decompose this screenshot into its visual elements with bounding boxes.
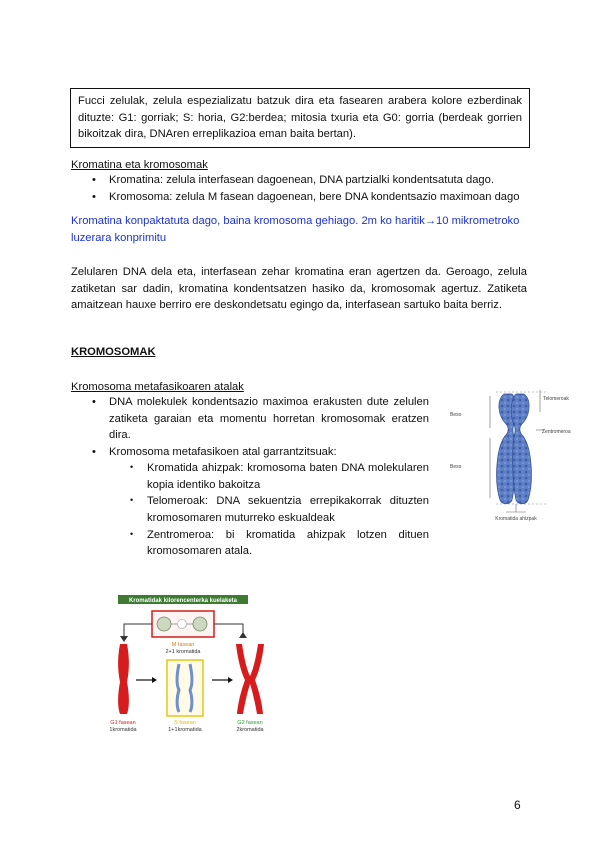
centromere-label: Zentromeroa <box>542 429 571 435</box>
sub-list-item: • Kromatida ahizpak: kromosoma baten DNA molekularen kopia identiko bakoitza <box>147 460 429 493</box>
g2-sub: 2kromatida <box>236 727 264 733</box>
kromatina-heading: Kromatina eta kromosomak <box>71 159 208 171</box>
chromatid-right <box>511 394 531 504</box>
metafase-list <box>71 394 429 560</box>
sub-list-item: • Zentromeroa: bi kromatida ahizpak lotzen dituen kromosomaren atala. <box>147 527 429 560</box>
s-sub: 1+1kromatida <box>168 727 202 733</box>
arm-q-label: Beso <box>450 464 462 470</box>
main-heading: KROMOSOMAK <box>71 346 156 358</box>
arm-p-label: Beso <box>450 412 462 418</box>
kromatina-list <box>71 172 519 205</box>
m-phase-sub: 2+1 kromatida <box>165 649 201 655</box>
list-item-text: Kromosoma metafasikoen atal garrantzitsuak: <box>109 445 337 458</box>
list-item: • Kromatina: zelula interfasean dagoenean, DNA partzialki kondentsatuta dago. <box>109 172 519 189</box>
g1-chromatid <box>118 644 129 714</box>
page-number: 6 <box>514 798 521 812</box>
metafase-heading: Kromosoma metafasikoaren atalak <box>71 381 244 393</box>
list-item <box>109 444 429 560</box>
g2-chromosome <box>236 644 264 714</box>
intro-box-text: Fucci zelulak, zelula espezializatu batzuk dira eta fasearen arabera kolore ezberdinak dituzte: G1: gorriak; S: horia, G2:berdea; mitosia txuria eta G0: gorria (berdeak gorrien bikoitzak dira, DNAren erreplikazioa eman baita bertan). <box>78 95 522 141</box>
m-phase-label: M fasean <box>171 642 195 648</box>
intro-box <box>70 88 530 148</box>
chromosome-diagram <box>446 386 576 534</box>
blue-note: Kromatina konpaktatuta dago, baina kromosoma gehiago. 2m ko haritik→10 mikrometroko luzerara konprimitu <box>71 215 520 244</box>
sister-chromatids-label: Kromatida ahizpak <box>495 516 537 522</box>
telomere-label: Telomeroak <box>543 396 569 402</box>
g1-label: G1 fasean <box>110 720 136 726</box>
g2-label: G2 fasean <box>237 720 263 726</box>
g1-sub: 1kromatida <box>109 727 137 733</box>
sub-list-item: • Telomeroak: DNA sekuentzia errepikakorrak dituzten kromosomaren muturreko eskualdeak <box>147 493 429 526</box>
list-item: • DNA molekulek kondentsazio maximoa erakusten dute zelulen zatiketa garaian eta momentu horretan kromosomak eratzen dira. <box>109 394 429 444</box>
sub-list <box>109 460 429 559</box>
cell-cycle-diagram <box>100 592 290 740</box>
cycle-title: Kromatidak kilorencenterka kuelaketa <box>128 598 238 604</box>
chromatin-paragraph: Zelularen DNA dela eta, interfasean zehar kromatina eran agertzen da. Geroago, zelula zatiketan sar dadin, kromatina kondentsatzen hasiko da, kromosomak agertuz. Zatiketa amaitzean hauxe berriro ere deskondetsatu egingo da, interfasean sartuko baita berriz. <box>71 266 527 312</box>
list-item: • Kromosoma: zelula M fasean dagoenean, bere DNA kondentsazio maximoan dago <box>109 189 519 206</box>
s-label: S fasean <box>174 720 196 726</box>
